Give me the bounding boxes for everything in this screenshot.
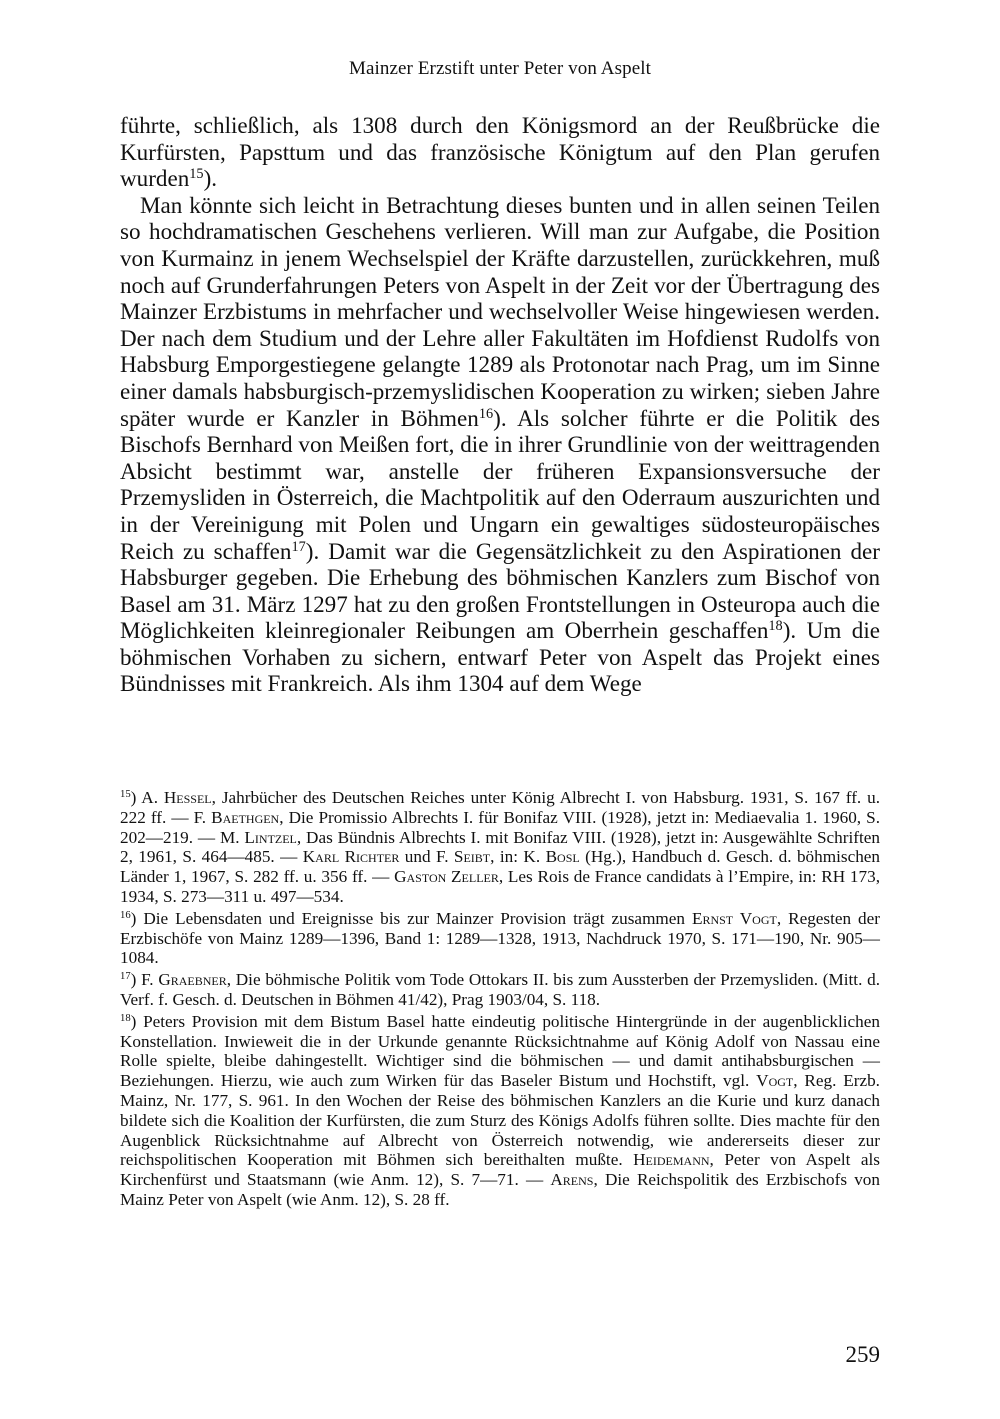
- text-run: , Die Promissio Albrechts I. für Bonifaz VIII. (1928), jetzt in: Mediaevalia 1. 1960, S. 202—219. — M.: [120, 807, 880, 847]
- footnote-ref-18[interactable]: 18: [768, 618, 783, 635]
- text-run: , Peter von Aspelt als Kirchenfürst und Staatsmann (wie Anm. 12), S. 7—71. —: [120, 1150, 880, 1190]
- footnote-ref-15[interactable]: 15: [189, 166, 204, 183]
- author-name: Heidemann: [633, 1150, 710, 1170]
- author-name: Lintzel: [244, 827, 297, 847]
- text-run: ). Als solcher führte er die Politik des Bischofs Bernhard von Meißen fort, die in ihrer Grundlinie von der weittragenden Absicht bestimmt war, anstelle der früheren Expansionsversuche der Przemysliden in Österreich, die Machtpolitik auf den Oderraum auszurichten und in der Vereinigung mit Polen und Ungarn ein gewaltiges südosteuropäisches Reich zu schaffen: [120, 404, 880, 564]
- text-run: , Die Reichspolitik des Erzbischofs von Mainz Peter von Aspelt (wie Anm. 12), S. 28 ff.: [120, 1170, 880, 1209]
- author-name: Ernst Vogt: [691, 908, 777, 928]
- footnote-mark: 15: [120, 789, 131, 801]
- author-name: Seibt: [453, 847, 491, 867]
- text-run: ). Damit war die Gegensätzlichkeit zu den Aspirationen der Habsburger gegeben. Die Erhebung des böhmischen Kanzlers zum Bischof von Basel am 31. März 1297 hat zu den großen Frontstellungen in Osteuropa auch die Möglichkeiten kleinregionaler Reibungen am Oberrhein geschaffen: [120, 537, 880, 644]
- text-run: ).: [203, 165, 218, 192]
- text-run: , in: K.: [490, 847, 546, 867]
- author-name: Bosl: [545, 847, 580, 867]
- text-run: (Hg.), Handbuch d. Gesch. d. böhmischen Länder 1, 1967, S. 282 ff. u. 356 ff. —: [120, 847, 881, 887]
- footnote-mark: 17: [120, 971, 131, 983]
- author-name: Arens: [550, 1170, 594, 1190]
- text-run: ). Um die böhmischen Vorhaben zu sichern, entwarf Peter von Aspelt das Projekt eines Bündnisses mit Frankreich. Als ihm 1304 auf dem Wege: [120, 617, 880, 697]
- author-name: Karl Richter: [302, 847, 400, 867]
- footnote-ref-17[interactable]: 17: [291, 538, 306, 555]
- author-name: Gaston Zeller: [394, 867, 499, 887]
- author-name: Vogt: [756, 1071, 794, 1091]
- text-run: Man könnte sich leicht in Betrachtung dieses bunten und in allen seinen Teilen so hochdramatischen Geschehens verlieren. Will man zur Aufgabe, die Position von Kurmainz in jenem Wechselspiel der Kräfte darzustellen, zurückkehren, muß noch auf Grunderfahrungen Peters von Aspelt in der Zeit vor der Übertragung des Mainzer Erzbistums in mehrfacher und wechselvoller Weise hingewiesen werden. Der nach dem Studium und der Lehre aller Fakultäten im Hofdienst Rudolfs von Habsburg Emporgestiegene gelangte 1289 als Protonotar nach Prag, um im Sinne einer damals habsburgisch-przemyslidischen Kooperation zu wirken; sieben Jahre später wurde er Kanzler in Böhmen: [120, 191, 880, 431]
- text-run: und F.: [399, 847, 454, 867]
- author-name: Hessel: [163, 788, 212, 807]
- text-run: , Regesten der Erzbischöfe von Mainz 1289—1396, Band 1: 1289—1328, 1913, Nachdruck 1970, S. 171—190, Nr. 905—1084.: [120, 908, 880, 968]
- text-run: , Les Rois de France candidats à l’Empire, in: RH 173, 1934, S. 273—311 u. 497—534.: [120, 867, 881, 906]
- text-run: führte, schließlich, als 1308 durch den Königsmord an der Reußbrücke die Kurfürsten, Papsttum und das französische Königtum auf den Plan gerufen wurden: [120, 112, 880, 192]
- text-run: , Reg. Erzb. Mainz, Nr. 177, S. 961. In den Wochen der Reise des böhmischen Kanzlers an die Kurie und kurz danach bildete sich die Koalition der Kurfürsten, die zum Sturz des Königs Adolfs führen sollte. Dies machte für den Augenblick Rücksichtnahme auf Albrecht von Österreich notwendig, wie andererseits dieser zur reichspolitischen Kooperation mit Böhmen sich bereithalten mußte.: [120, 1071, 880, 1170]
- footnotes: [120, 788, 880, 1212]
- text-run: ) Peters Provision mit dem Bistum Basel hatte eindeutig politische Hintergründe in der augenblicklichen Konstellation. Inwieweit die in der Urkunde genannte Rücksichtnahme auf König Adolf von Nassau eine Rolle spielte, bleibe dahingestellt. Wichtiger sind die böhmischen — und damit antihabsburgischen — Beziehungen. Hierzu, wie auch zum Wirken für das Baseler Bistum und Hochstift, vgl.: [120, 1011, 880, 1091]
- text-run: ) A.: [130, 788, 164, 807]
- footnote-mark: 16: [120, 909, 131, 921]
- text-run: , Die böhmische Politik vom Tode Ottokars II. bis zum Aussterben der Przemysliden. (Mitt. d. Verf. f. Gesch. d. Deutschen in Böhmen 41/42), Prag 1903/04, S. 118.: [120, 970, 881, 1009]
- text-run: , Das Bündnis Albrechts I. mit Bonifaz VIII. (1928), jetzt in: Ausgewählte Schriften 2, 1961, S. 464—485. —: [120, 827, 880, 867]
- text-run: ) Die Lebensdaten und Ereignisse bis zur Mainzer Provision trägt zusammen: [130, 908, 692, 928]
- author-name: Graebner: [158, 970, 227, 990]
- text-run: , Jahrbücher des Deutschen Reiches unter König Albrecht I. von Habsburg. 1931, S. 167 ff. u. 222 ff. — F.: [120, 788, 880, 827]
- paragraph-1: [120, 112, 880, 192]
- footnote-15: [120, 788, 880, 907]
- text-run: ) F.: [130, 970, 159, 990]
- footnote-18: [120, 1012, 880, 1210]
- footnote-ref-16[interactable]: 16: [478, 405, 494, 422]
- footnote-16: [120, 909, 880, 968]
- paragraph-2: [120, 192, 880, 697]
- footnote-17: [120, 970, 880, 1010]
- author-name: Baethgen: [211, 807, 280, 827]
- footnote-mark: 18: [120, 1012, 131, 1024]
- page-number: 259: [845, 1342, 880, 1367]
- main-text: [120, 112, 880, 697]
- running-header: Mainzer Erzstift unter Peter von Aspelt: [348, 58, 651, 79]
